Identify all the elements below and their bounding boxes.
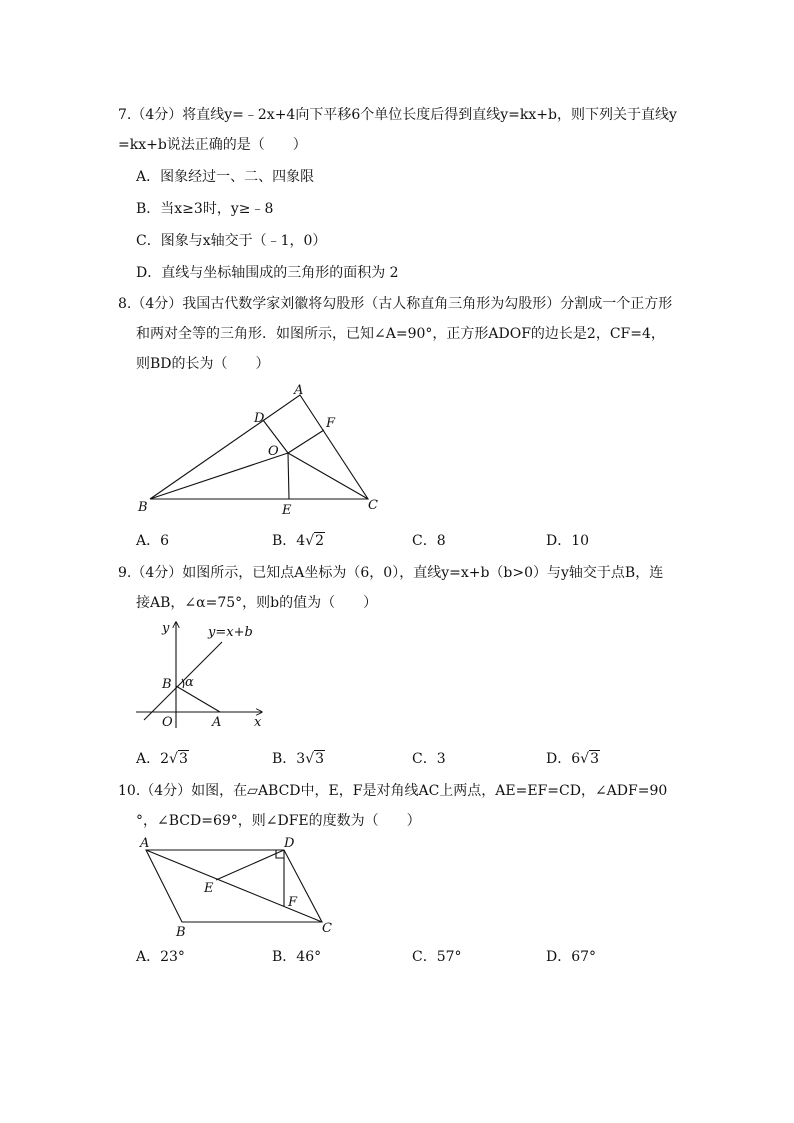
q9-option-a-prefix: A．2 xyxy=(136,751,170,767)
q8-stem-line3: 则BD的长为（ ） xyxy=(136,356,270,372)
q9-label-o: O xyxy=(162,715,173,730)
sqrt-icon: √ xyxy=(305,751,315,767)
q9-stem-line2: 接AB，∠α=75°，则b的值为（ ） xyxy=(136,595,378,611)
q8-label-c: C xyxy=(368,498,378,513)
q8-option-d: D．10 xyxy=(546,533,590,549)
q9-option-b xyxy=(272,748,325,768)
q7-stem-line2: =kx+b说法正确的是（ ） xyxy=(118,137,307,153)
q8-label-d: D xyxy=(254,411,265,426)
sqrt-icon: √ xyxy=(580,751,590,767)
q9-option-b-radicand: 3 xyxy=(315,751,325,767)
q8-label-b: B xyxy=(138,500,148,515)
q8-label-a: A xyxy=(294,383,304,398)
q9-label-b: B xyxy=(162,677,172,692)
q10-label-c: C xyxy=(322,921,332,936)
q8-segment-oe xyxy=(288,453,289,499)
q10-label-d: D xyxy=(284,836,295,851)
q10-label-e: E xyxy=(204,881,214,896)
q9-coordinate-figure xyxy=(130,616,270,736)
q8-option-c: C．8 xyxy=(412,533,446,549)
q9-segment-ab xyxy=(176,686,220,712)
q7-option-a: A．图象经过一、二、四象限 xyxy=(136,169,315,185)
q10-label-f: F xyxy=(288,895,298,910)
q9-stem-line1: 9.（4分）如图所示，已知点A坐标为（6，0），直线y=x+b（b>0）与y轴交于点B，连 xyxy=(118,565,664,581)
q8-option-b-prefix: B．4 xyxy=(272,533,306,549)
q9-label-alpha: α xyxy=(185,675,194,690)
q8-label-f: F xyxy=(326,416,336,431)
q9-option-a xyxy=(136,748,189,768)
q10-option-c: C．57° xyxy=(412,949,462,965)
q9-label-y: y xyxy=(162,621,170,636)
sqrt-icon: √ xyxy=(169,751,178,767)
q10-stem-line1: 10.（4分）如图，在▱ABCD中，E，F是对角线AC上两点，AE=EF=CD，∠ADF=90 xyxy=(118,783,668,799)
q10-diagonal-ac xyxy=(146,850,322,922)
q9-option-d xyxy=(546,748,600,768)
q8-square-side-of xyxy=(288,430,324,453)
q9-label-x: x xyxy=(254,715,262,730)
q10-segment-de xyxy=(216,850,284,880)
q10-stem-line2: °，∠BCD=69°，则∠DFE的度数为（ ） xyxy=(136,813,421,829)
q7-option-b: B．当x≥3时，y≥﹣8 xyxy=(136,201,274,217)
q10-label-b: B xyxy=(176,925,186,938)
q8-triangle-figure xyxy=(130,378,390,518)
q7-stem-line1: 7.（4分）将直线y=﹣2x+4向下平移6个单位长度后得到直线y=kx+b，则下列关于直线y xyxy=(118,107,677,123)
q10-label-a: A xyxy=(140,836,150,851)
q10-option-a: A．23° xyxy=(136,949,185,965)
q8-label-o: O xyxy=(268,444,279,459)
q7-option-c: C．图象与x轴交于（﹣1，0） xyxy=(136,233,327,249)
q8-segment-bo xyxy=(150,453,288,499)
q8-option-b xyxy=(272,530,325,550)
q8-stem-line1: 8.（4分）我国古代数学家刘徽将勾股形（古人称直角三角形为勾股形）分割成一个正方形 xyxy=(118,296,673,312)
q8-label-e: E xyxy=(282,503,292,518)
q8-segment-oc xyxy=(288,453,368,499)
q9-option-b-prefix: B．3 xyxy=(272,751,306,767)
q10-parallelogram-figure xyxy=(132,834,342,938)
q8-option-b-radicand: 2 xyxy=(315,533,325,549)
q7-option-d: D．直线与坐标轴围成的三角形的面积为 2 xyxy=(136,265,399,281)
sqrt-icon: √ xyxy=(305,533,315,549)
q10-option-b: B．46° xyxy=(272,949,322,965)
q9-option-a-radicand: 3 xyxy=(178,751,188,767)
q9-label-a: A xyxy=(212,715,222,730)
q9-option-d-prefix: D．6 xyxy=(546,751,581,767)
q8-stem-line2: 和两对全等的三角形．如图所示，已知∠A=90°，正方形ADOF的边长是2，CF=4， xyxy=(136,326,665,342)
q9-label-line: y=x+b xyxy=(208,625,253,640)
q9-option-c: C．3 xyxy=(412,751,446,767)
q10-option-d: D．67° xyxy=(546,949,597,965)
q8-option-a: A．6 xyxy=(136,533,170,549)
q9-option-d-radicand: 3 xyxy=(590,751,599,767)
